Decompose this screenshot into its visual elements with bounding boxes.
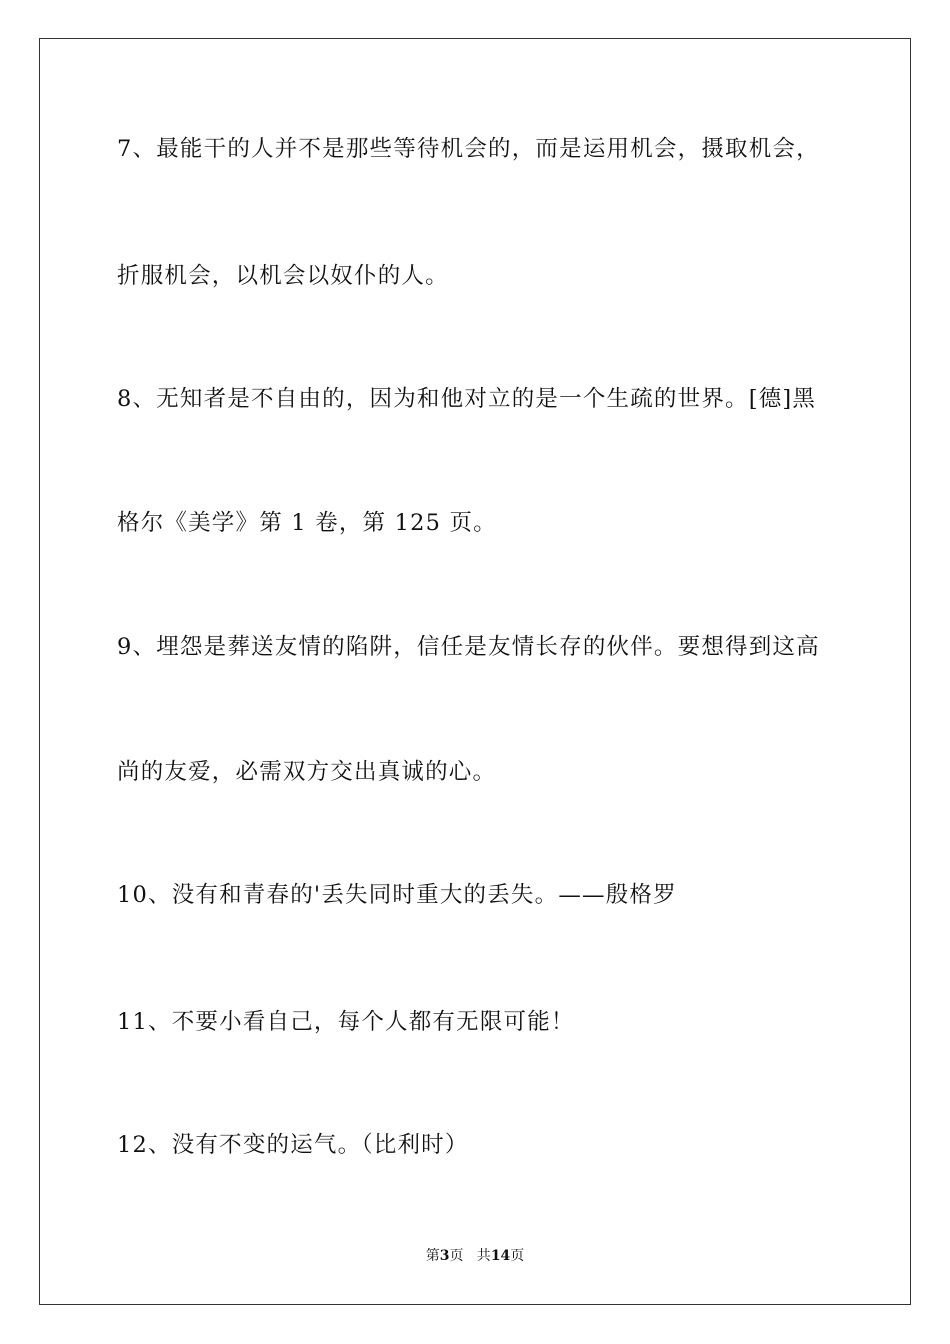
- text-line-1: 7、最能干的人并不是那些等待机会的，而是运用机会，摄取机会，: [117, 136, 820, 162]
- current-page-number: 3: [439, 1248, 450, 1264]
- footer-suffix: 页: [510, 1248, 525, 1264]
- page-border: [39, 38, 911, 1305]
- text-line-4: 格尔《美学》第 1 卷，第 125 页。: [117, 510, 497, 536]
- text-line-7: 10、没有和青春的'丢失同时重大的丢失。——殷格罗: [117, 882, 677, 908]
- footer-prefix: 第: [425, 1248, 440, 1264]
- text-line-3: 8、无知者是不自由的，因为和他对立的是一个生疏的世界。[德]黑: [117, 386, 817, 412]
- text-line-9: 12、没有不变的运气。（比利时）: [117, 1132, 469, 1158]
- text-line-6: 尚的友爱，必需双方交出真诚的心。: [117, 759, 497, 785]
- total-page-number: 14: [490, 1248, 511, 1264]
- text-line-8: 11、不要小看自己，每个人都有无限可能！: [117, 1009, 575, 1035]
- page-footer: [0, 1246, 950, 1266]
- text-line-2: 折服机会，以机会以奴仆的人。: [117, 263, 449, 289]
- text-line-5: 9、埋怨是葬送友情的陷阱，信任是友情长存的伙伴。要想得到这高: [117, 634, 820, 660]
- footer-mid: 页 共: [449, 1248, 491, 1264]
